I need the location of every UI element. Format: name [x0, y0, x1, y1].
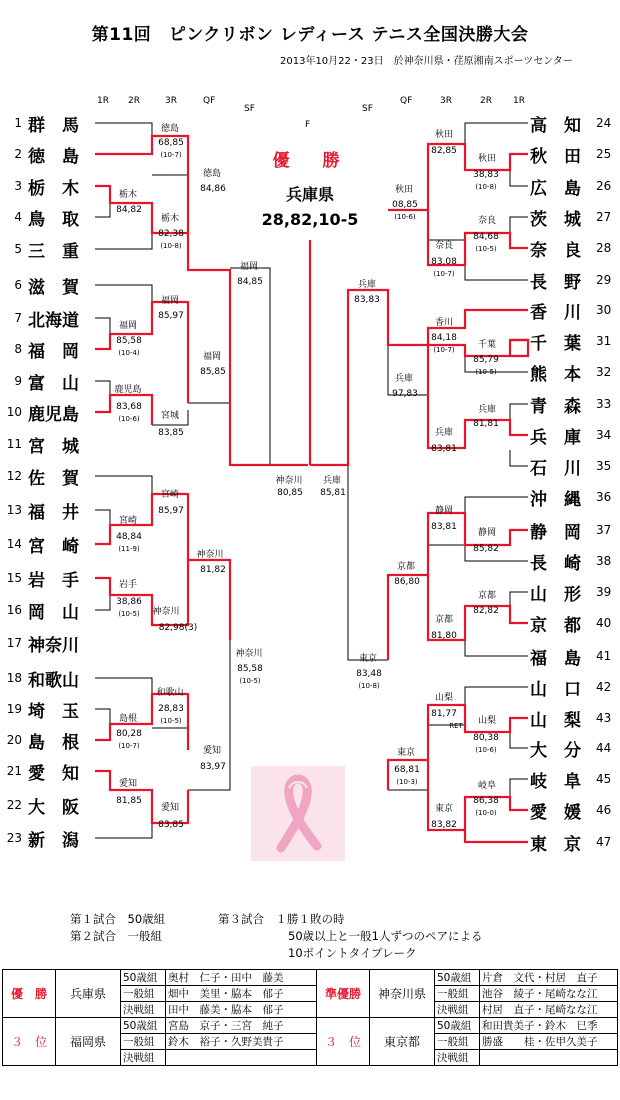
players-cell: 奥村 仁子・田中 藤美 — [166, 970, 317, 986]
round-label-right-1r: 1R — [513, 96, 525, 106]
team-number: 25 — [596, 147, 612, 161]
team-name: 大 阪 — [28, 798, 79, 818]
match-score: 83,85 — [158, 820, 184, 830]
team-number: 31 — [596, 334, 612, 348]
match-winner: 岐阜 — [477, 781, 496, 791]
team-name: 兵 庫 — [530, 428, 581, 448]
team-number: 41 — [596, 649, 612, 663]
match-winner: 奈良 — [434, 241, 453, 251]
match-score: 84,86 — [200, 184, 226, 194]
champion-label: 優 勝 — [3, 970, 56, 1018]
category-cell: 一般組 — [121, 1034, 166, 1050]
match-tiebreak: (10-7) — [118, 742, 140, 750]
match-tiebreak: (10-7) — [160, 151, 182, 159]
match-winner: 宮崎 — [160, 490, 179, 500]
match-winner: 栃木 — [160, 214, 179, 224]
match-score: 85,97 — [158, 311, 184, 321]
match-winner: 秋田 — [477, 154, 496, 164]
event-date-venue: 2013年10月22・23日 於神奈川県・荏原湘南スポーツセンター — [280, 56, 573, 67]
team-number: 33 — [596, 397, 612, 411]
team-number: 10 — [6, 405, 22, 419]
team-number: 16 — [6, 603, 22, 617]
category-cell: 決戦組 — [435, 1050, 480, 1066]
team-name: 和歌山 — [28, 671, 79, 691]
match-winner: 香川 — [434, 318, 453, 328]
results-table — [2, 969, 618, 1066]
match-winner: 兵庫 — [357, 280, 376, 290]
players-cell: 片倉 文代・村居 直子 — [480, 970, 618, 986]
note-game3: 第３試合 １勝１敗の時 — [218, 912, 345, 926]
match-tiebreak: (10-8) — [160, 242, 182, 250]
match-score: 08,85 — [392, 200, 418, 210]
team-number: 29 — [596, 273, 612, 287]
match-tiebreak: (10-3) — [396, 778, 418, 786]
match-tiebreak: (10-8) — [475, 183, 497, 191]
round-label-left-2r: 2R — [128, 96, 140, 106]
match-winner: 東京 — [434, 804, 453, 814]
team-number: 34 — [596, 428, 612, 442]
match-score: 84,68 — [473, 232, 499, 242]
match-tiebreak: (10-5) — [118, 610, 140, 618]
match-winner: 静岡 — [434, 506, 453, 516]
match-score: 81,77 — [431, 709, 457, 719]
round-label-right-sf: SF — [362, 104, 373, 114]
team-name: 沖 縄 — [530, 490, 581, 510]
team-name: 愛 媛 — [530, 803, 581, 823]
match-winner: 愛知 — [118, 779, 137, 789]
match-retired: RET — [449, 722, 463, 730]
match-score: 81,82 — [200, 565, 226, 575]
round-label-left-qf: QF — [203, 96, 216, 106]
final-score: 28,82,10-5 — [261, 210, 359, 229]
round-label-right-2r: 2R — [480, 96, 492, 106]
match-winner: 徳島 — [202, 169, 221, 179]
team-number: 38 — [596, 554, 612, 568]
team-number: 27 — [596, 210, 612, 224]
team-name: 群 馬 — [28, 116, 79, 136]
match-winner: 兵庫 — [394, 374, 413, 384]
match-winner: 山梨 — [477, 716, 496, 726]
match-score: 80,38 — [473, 733, 499, 743]
third-place-team: 福岡県 — [56, 1018, 121, 1066]
match-tiebreak: (10-7) — [433, 270, 455, 278]
team-number: 45 — [596, 772, 612, 786]
match-winner: 兵庫 — [322, 476, 341, 486]
team-name: 静 岡 — [530, 523, 581, 543]
match-score: 83,97 — [200, 762, 226, 772]
match-winner: 鹿児島 — [114, 385, 142, 395]
team-number: 20 — [6, 733, 22, 747]
match-score: 85,97 — [158, 506, 184, 516]
match-winner: 京都 — [396, 562, 415, 572]
match-score: 83,68 — [116, 402, 142, 412]
match-score: 81,80 — [431, 631, 457, 641]
match-winner: 静岡 — [477, 528, 496, 538]
players-cell: 和田貴美子・鈴木 巳季 — [480, 1018, 618, 1034]
match-winner: 福岡 — [202, 352, 221, 362]
match-score: 83,82 — [431, 820, 457, 830]
team-name: 福 井 — [28, 503, 79, 523]
team-number: 4 — [14, 210, 22, 224]
team-name: 高 知 — [530, 116, 581, 136]
match-score: 85,58 — [116, 336, 142, 346]
team-number: 14 — [6, 537, 22, 551]
match-score: 82,38 — [158, 229, 184, 239]
team-number: 23 — [6, 831, 22, 845]
match-winner: 神奈川 — [152, 607, 180, 617]
players-cell: 村居 直子・尾崎なな江 — [480, 1002, 618, 1018]
team-name: 東 京 — [530, 835, 581, 855]
match-tiebreak: (10-5) — [475, 245, 497, 253]
team-name: 香 川 — [530, 303, 581, 323]
match-winner: 福岡 — [118, 321, 137, 331]
note-game3-tiebreak: 10ポイントタイブレーク — [288, 946, 417, 960]
runner-up-label: 準優勝 — [317, 970, 370, 1018]
team-name: 山 口 — [530, 680, 581, 700]
match-tiebreak: (10-8) — [358, 682, 380, 690]
players-cell: 畑中 美里・脇本 郁子 — [166, 986, 317, 1002]
round-label-left-3r: 3R — [165, 96, 177, 106]
team-name: 三 重 — [28, 242, 79, 262]
round-label-right-qf: QF — [400, 96, 413, 106]
match-winner: 島根 — [118, 714, 137, 724]
match-tiebreak: (11-9) — [118, 545, 140, 553]
match-score: 86,80 — [394, 577, 420, 587]
match-score: 68,81 — [394, 765, 420, 775]
match-winner: 兵庫 — [477, 405, 496, 415]
team-number: 13 — [6, 503, 22, 517]
third-place-label: ３ 位 — [3, 1018, 56, 1066]
team-number: 22 — [6, 798, 22, 812]
team-name: 鳥 取 — [28, 210, 79, 230]
team-number: 5 — [14, 242, 22, 256]
team-number: 42 — [596, 680, 612, 694]
team-number: 17 — [6, 636, 22, 650]
match-winner: 秋田 — [434, 130, 453, 140]
match-score: 81,81 — [473, 419, 499, 429]
team-name: 宮 城 — [28, 437, 79, 457]
team-name: 栃 木 — [28, 179, 79, 199]
match-winner: 神奈川 — [275, 476, 303, 486]
team-number: 18 — [6, 671, 22, 685]
team-name: 広 島 — [530, 179, 581, 199]
team-name: 愛 知 — [28, 764, 79, 784]
team-number: 39 — [596, 585, 612, 599]
match-tiebreak: (10-7) — [433, 346, 455, 354]
match-score: 80,85 — [277, 488, 303, 498]
match-winner: 愛知 — [160, 803, 179, 813]
round-label-right-3r: 3R — [440, 96, 452, 106]
pink-ribbon-icon — [251, 766, 345, 861]
team-number: 15 — [6, 571, 22, 585]
match-tiebreak: (10-6) — [394, 213, 416, 221]
team-name: 秋 田 — [530, 147, 581, 167]
team-number: 9 — [14, 374, 22, 388]
match-score: 38,83 — [473, 170, 499, 180]
match-score: 38,86 — [116, 597, 142, 607]
players-cell: 田中 藤美・脇本 郁子 — [166, 1002, 317, 1018]
team-name: 北海道 — [28, 311, 79, 331]
match-winner: 千葉 — [477, 340, 496, 350]
note-game3-pairing: 50歳以上と一般1人ずつのペアによる — [288, 929, 483, 943]
team-name: 山 形 — [530, 585, 581, 605]
match-score: 85,58 — [237, 664, 263, 674]
champion-heading: 優 勝 — [272, 151, 348, 171]
match-score: 83,48 — [356, 669, 382, 679]
match-winner: 宮城 — [160, 411, 179, 421]
match-score: 82,85 — [431, 146, 457, 156]
match-score: 97,83 — [392, 389, 418, 399]
match-score: 82,82 — [473, 606, 499, 616]
round-label-left-sf: SF — [244, 104, 255, 114]
page-title: 第11回 ピンクリボン レディース テニス全国決勝大会 — [91, 25, 529, 45]
note-game1: 第１試合 50歳組 — [70, 912, 166, 926]
team-name: 島 根 — [28, 733, 79, 753]
match-winner: 徳島 — [160, 124, 179, 134]
match-score: 82,98(3) — [158, 623, 198, 633]
team-number: 37 — [596, 523, 612, 537]
team-number: 28 — [596, 241, 612, 255]
team-number: 30 — [596, 303, 612, 317]
runner-up-team: 神奈川県 — [370, 970, 435, 1018]
match-tiebreak: (10-6) — [118, 415, 140, 423]
match-score: 83,85 — [158, 428, 184, 438]
team-name: 茨 城 — [530, 210, 581, 230]
team-name: 山 梨 — [530, 711, 581, 731]
category-cell: 決戦組 — [121, 1050, 166, 1066]
team-number: 8 — [14, 342, 22, 356]
players-cell — [480, 1050, 618, 1066]
match-winner: 宮崎 — [118, 516, 137, 526]
match-winner: 山梨 — [434, 693, 453, 703]
match-score: 84,18 — [431, 333, 457, 343]
match-score: 81,85 — [116, 796, 142, 806]
team-name: 千 葉 — [530, 334, 581, 354]
champion-name: 兵庫県 — [285, 185, 334, 204]
team-number: 12 — [6, 469, 22, 483]
team-number: 40 — [596, 616, 612, 630]
match-winner: 奈良 — [477, 216, 496, 226]
match-score: 80,28 — [116, 729, 142, 739]
team-name: 福 岡 — [28, 342, 79, 362]
team-number: 35 — [596, 459, 612, 473]
team-name: 奈 良 — [530, 241, 581, 261]
players-cell — [166, 1050, 317, 1066]
team-name: 徳 島 — [28, 147, 79, 167]
team-name: 鹿児島 — [28, 405, 79, 425]
team-number: 36 — [596, 490, 612, 504]
team-name: 埼 玉 — [28, 702, 79, 722]
match-winner: 岩手 — [118, 580, 137, 590]
match-winner: 東京 — [396, 748, 415, 758]
category-cell: 50歳組 — [435, 1018, 480, 1034]
team-name: 福 島 — [530, 649, 581, 669]
match-winner: 和歌山 — [156, 688, 184, 698]
team-name: 神奈川 — [28, 636, 79, 656]
team-name: 長 崎 — [530, 554, 581, 574]
category-cell: 決戦組 — [435, 1002, 480, 1018]
team-name: 大 分 — [530, 741, 581, 761]
players-cell: 勝盛 桂・佐甲久美子 — [480, 1034, 618, 1050]
round-label-left-1r: 1R — [97, 96, 109, 106]
category-cell: 一般組 — [121, 986, 166, 1002]
team-number: 11 — [6, 437, 22, 451]
match-winner: 京都 — [434, 615, 453, 625]
team-number: 26 — [596, 179, 612, 193]
third-place-team: 東京都 — [370, 1018, 435, 1066]
category-cell: 50歳組 — [435, 970, 480, 986]
match-winner: 兵庫 — [434, 428, 453, 438]
match-score: 83,81 — [431, 522, 457, 532]
players-cell: 鈴木 裕子・久野美貴子 — [166, 1034, 317, 1050]
team-name: 滋 賀 — [28, 278, 79, 298]
match-winner: 神奈川 — [196, 550, 224, 560]
team-number: 24 — [596, 116, 612, 130]
team-number: 3 — [14, 179, 22, 193]
team-number: 21 — [6, 764, 22, 778]
team-number: 44 — [596, 741, 612, 755]
match-score: 85,85 — [200, 367, 226, 377]
match-score: 68,85 — [158, 138, 184, 148]
match-winner: 神奈川 — [235, 649, 263, 659]
category-cell: 決戦組 — [121, 1002, 166, 1018]
match-tiebreak: (10-6) — [475, 746, 497, 754]
match-tiebreak: (10-5) — [475, 368, 497, 376]
match-score: 85,81 — [320, 488, 346, 498]
champion-team: 兵庫県 — [56, 970, 121, 1018]
team-number: 46 — [596, 803, 612, 817]
match-winner: 京都 — [477, 591, 496, 601]
team-name: 富 山 — [28, 374, 79, 394]
match-score: 48,84 — [116, 532, 142, 542]
match-score: 85,82 — [473, 544, 499, 554]
category-cell: 50歳組 — [121, 1018, 166, 1034]
match-score: 84,82 — [116, 205, 142, 215]
match-winner: 愛知 — [202, 746, 221, 756]
team-name: 岡 山 — [28, 603, 79, 623]
team-name: 京 都 — [530, 616, 581, 636]
team-name: 青 森 — [530, 397, 581, 417]
team-name: 佐 賀 — [28, 469, 79, 489]
match-tiebreak: (10-5) — [160, 717, 182, 725]
match-tiebreak: (10-0) — [475, 809, 497, 817]
team-name: 岐 阜 — [530, 772, 581, 792]
match-score: 83,08 — [431, 257, 457, 267]
players-cell: 池谷 綾子・尾崎なな江 — [480, 986, 618, 1002]
match-score: 83,81 — [431, 444, 457, 454]
match-winner: 福岡 — [160, 296, 179, 306]
category-cell: 一般組 — [435, 1034, 480, 1050]
match-score: 85,79 — [473, 355, 499, 365]
team-name: 熊 本 — [530, 365, 581, 385]
match-score: 28,83 — [158, 704, 184, 714]
pink-ribbon-logo — [251, 766, 345, 861]
category-cell: 50歳組 — [121, 970, 166, 986]
match-tiebreak: (10-4) — [118, 349, 140, 357]
team-number: 43 — [596, 711, 612, 725]
team-number: 6 — [14, 278, 22, 292]
note-game2: 第２試合 一般組 — [70, 929, 162, 943]
team-name: 新 潟 — [28, 831, 79, 851]
team-name: 長 野 — [530, 273, 581, 293]
match-winner: 東京 — [358, 654, 377, 664]
team-number: 2 — [14, 147, 22, 161]
team-name: 宮 崎 — [28, 537, 79, 557]
match-winner: 栃木 — [118, 190, 137, 200]
team-number: 47 — [596, 835, 612, 849]
team-name: 石 川 — [530, 459, 581, 479]
team-number: 1 — [14, 116, 22, 130]
players-cell: 宮島 京子・三宮 純子 — [166, 1018, 317, 1034]
match-score: 83,83 — [354, 295, 380, 305]
category-cell: 一般組 — [435, 986, 480, 1002]
team-number: 32 — [596, 365, 612, 379]
team-name: 岩 手 — [28, 571, 79, 591]
team-number: 19 — [6, 702, 22, 716]
match-score: 84,85 — [237, 277, 263, 287]
match-winner: 秋田 — [394, 185, 413, 195]
match-tiebreak: (10-5) — [239, 677, 261, 685]
match-winner: 福岡 — [239, 262, 258, 272]
team-number: 7 — [14, 311, 22, 325]
match-score: 86,38 — [473, 796, 499, 806]
round-label-final: F — [305, 120, 311, 130]
third-place-label: ３ 位 — [317, 1018, 370, 1066]
